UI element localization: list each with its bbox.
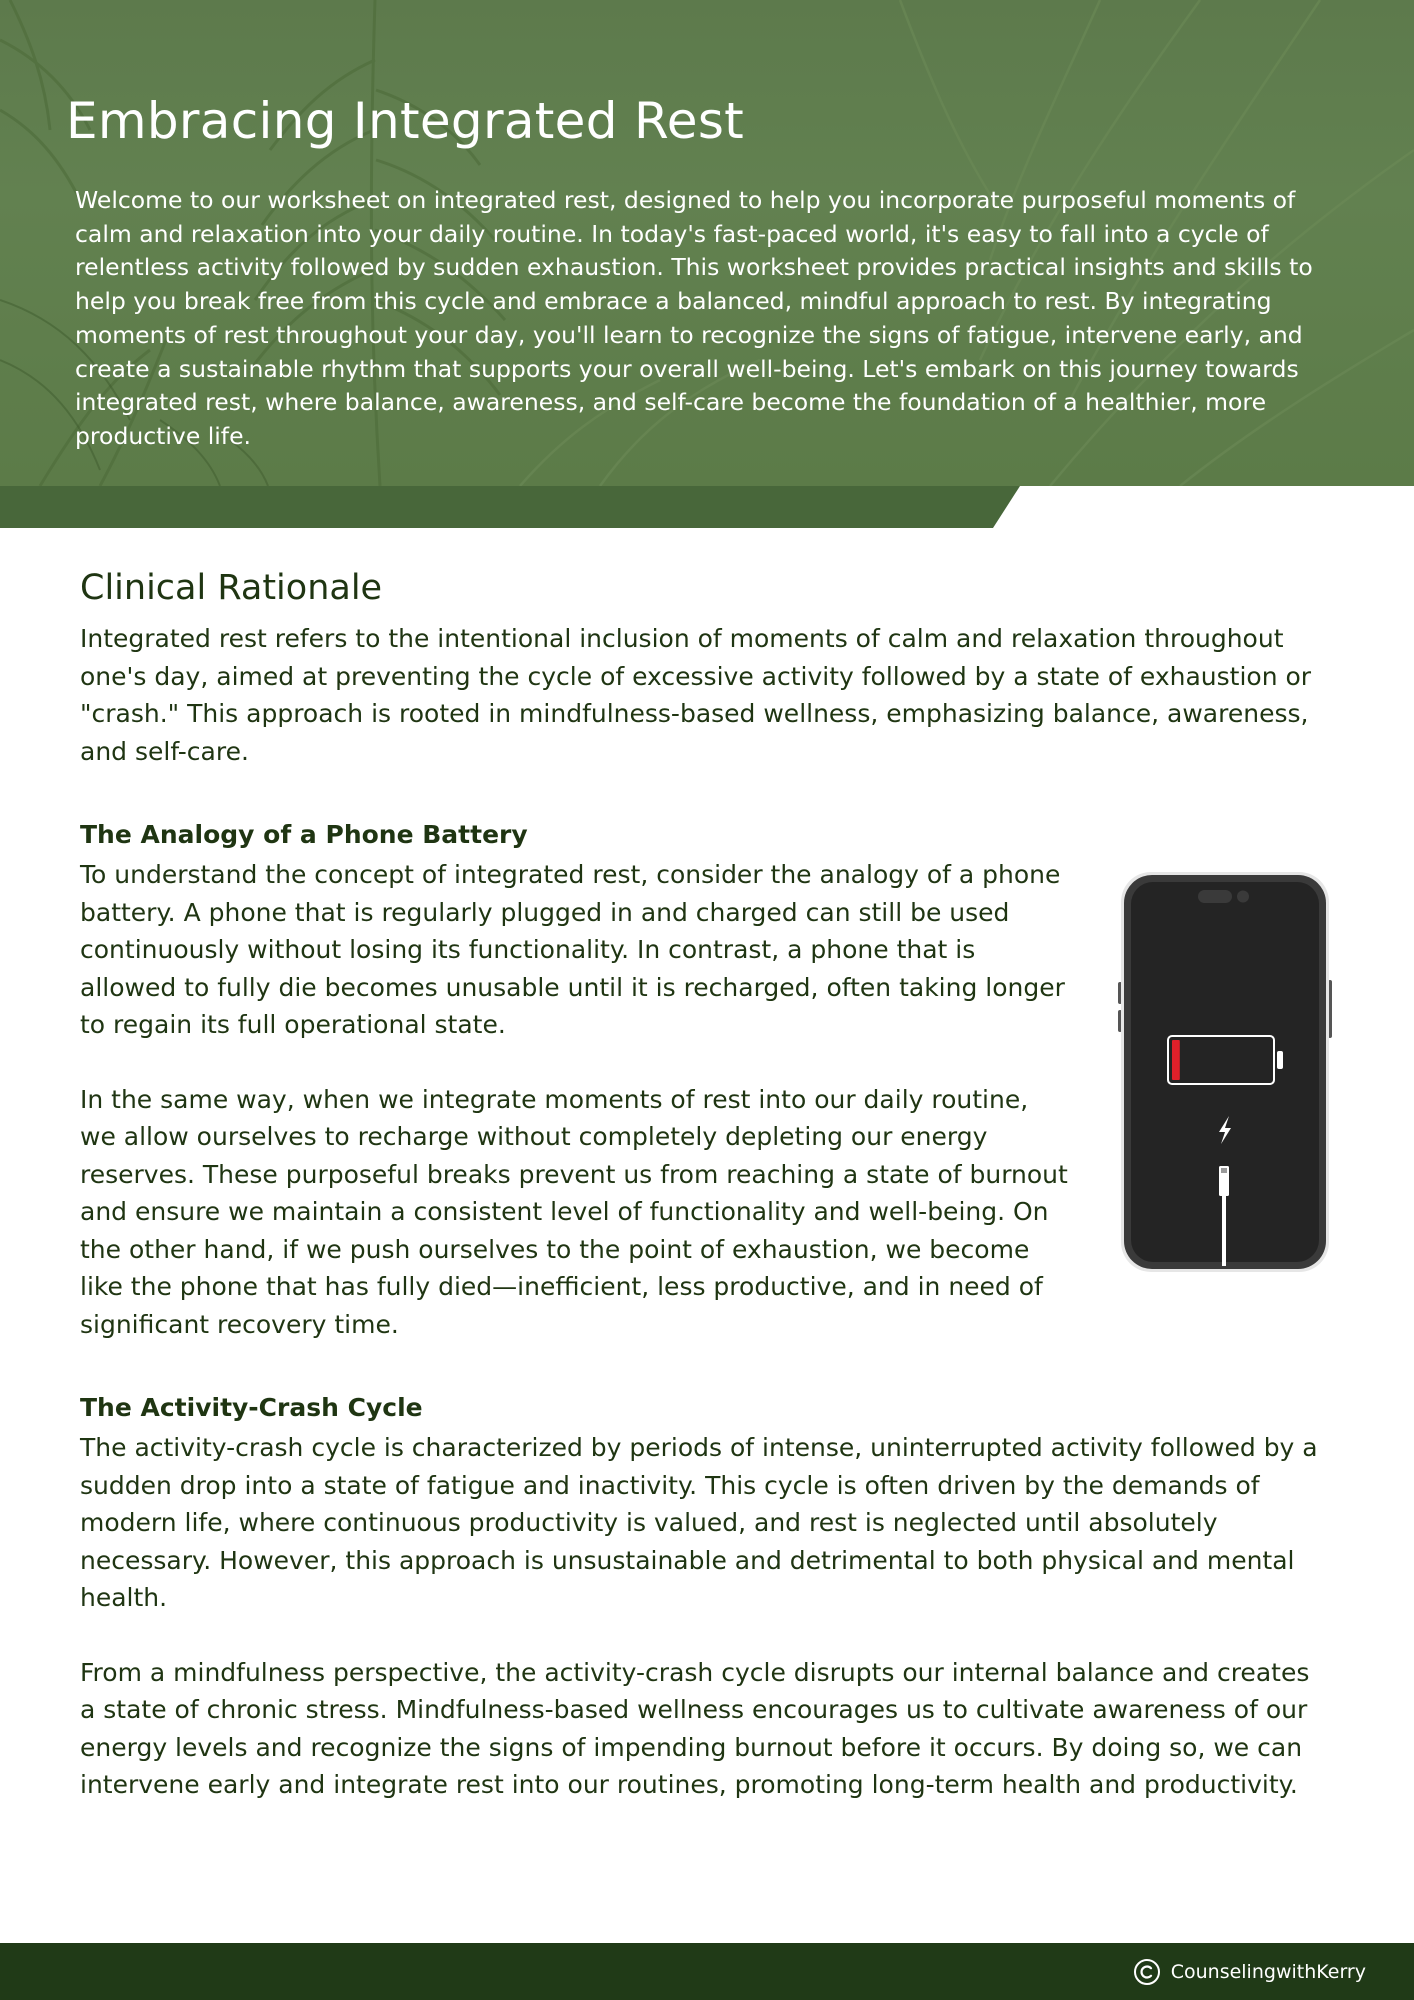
header-divider-band — [0, 486, 1414, 528]
clinical-rationale-text: Integrated rest refers to the intentional inclusion of moments of calm and relaxation throughout one's day, aimed at preventing the cycle of excessive activity followed by a state of exhaustion or "crash." This approach is rooted in mindfulness-based wellness, emphasizing balance, awareness, and self-care. — [80, 624, 1312, 766]
charging-cable — [1222, 1196, 1226, 1266]
phone-battery-analogy-section — [80, 818, 1070, 1343]
header-banner — [0, 0, 1414, 486]
battery-level-fill — [1172, 1040, 1180, 1080]
cycle-paragraph-2: From a mindfulness perspective, the activity-crash cycle disrupts our internal balance and creates a state of chronic stress. Mindfulness-based wellness encourages us to cultivate awareness of our energy levels and recognize the signs of impending burnout before it occurs. By doing so, we can intervene early and integrate rest into our routines, promoting long-term health and productivity. — [80, 1657, 1310, 1799]
footer-brand-name: CounselingwithKerry — [1170, 1960, 1366, 1983]
copyright-icon — [1133, 1958, 1161, 1986]
analogy-paragraph-1: To understand the concept of integrated rest, consider the analogy of a phone battery. A phone that is regularly plugged in and charged can still be used continuously without losing its functionality. In contrast, a phone that is allowed to fully die becomes unusable until it is recharged, often taking longer to regain its full operational state. — [80, 860, 1065, 1039]
page-title: Embracing Integrated Rest — [66, 92, 745, 150]
clinical-rationale-heading: Clinical Rationale — [80, 568, 383, 608]
footer-bar — [0, 1943, 1414, 2000]
low-battery-phone-icon — [1118, 870, 1332, 1274]
analogy-paragraph-2: In the same way, when we integrate moments of rest into our daily routine, we allow ourselves to recharge without completely depleting our energy reserves. These purposeful breaks prevent us from reaching a state of burnout and ensure we maintain a consistent level of functionality and well-being. On the other hand, if we push ourselves to the point of exhaustion, we become like the phone that has fully died—inefficient, less productive, and in need of significant recovery time. — [80, 1084, 1068, 1339]
activity-crash-cycle-section — [80, 1391, 1330, 1804]
clinical-rationale-section — [80, 566, 1330, 770]
activity-crash-cycle-heading: The Activity-Crash Cycle — [80, 1393, 423, 1422]
phone-battery-analogy-heading: The Analogy of a Phone Battery — [80, 820, 528, 849]
intro-paragraph: Welcome to our worksheet on integrated rest, designed to help you incorporate purposeful moments of calm and relaxation into your daily routine. In today's fast-paced world, it's easy to fall into a cycle of relentless activity followed by sudden exhaustion. This worksheet provides practical insights and skills to help you break free from this cycle and embrace a balanced, mindful approach to rest. By integrating moments of rest throughout your day, you'll learn to recognize the signs of fatigue, intervene early, and create a sustainable rhythm that supports your overall well-being. Let's embark on this journey towards integrated rest, where balance, awareness, and self-care become the foundation of a healthier, more productive life. — [75, 186, 1313, 450]
footer-brand — [1133, 1943, 1366, 2000]
cycle-paragraph-1: The activity-crash cycle is characterized by periods of intense, uninterrupted activity followed by a sudden drop into a state of fatigue and inactivity. This cycle is often driven by the demands of modern life, where continuous productivity is valued, and rest is neglected until absolutely necessary. However, this approach is unsustainable and detrimental to both physical and mental health. — [80, 1433, 1318, 1612]
